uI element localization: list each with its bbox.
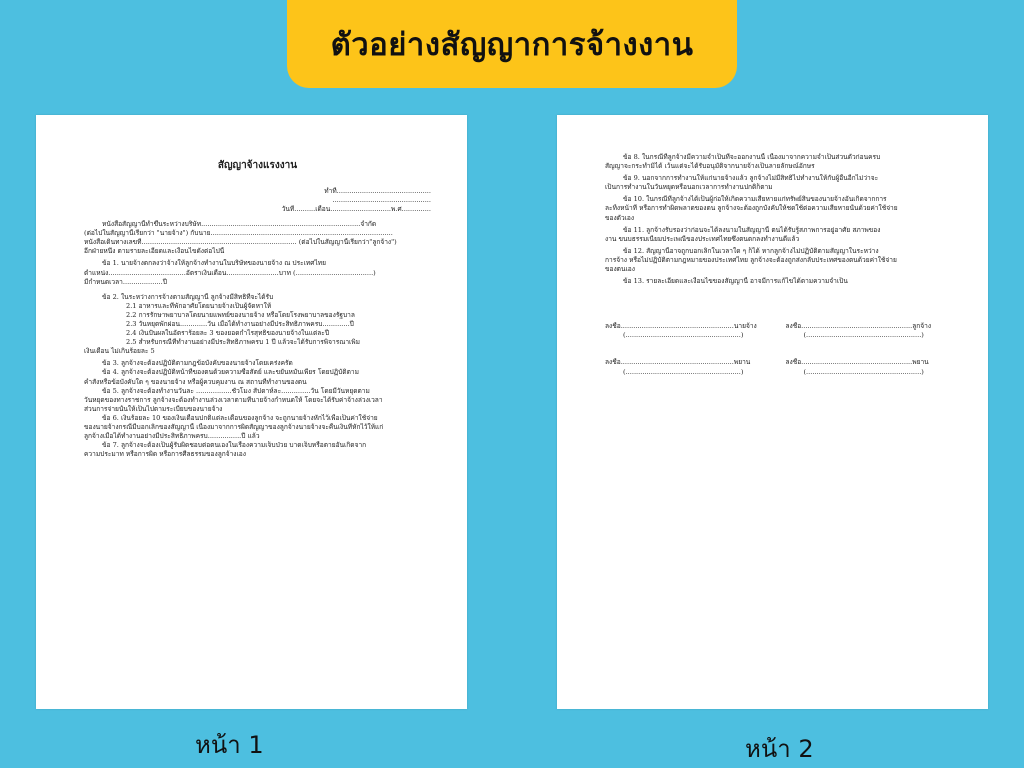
intro-line: (ต่อไปในสัญญานี้เรียกว่า "นายจ้าง") กับนาย....................................................................................... [84,229,393,238]
title-banner [287,0,737,88]
signature-employee: ลงชื่อ.....................................................ลูกจ้าง [785,322,932,331]
signature-name-employee: (.......................................................) [803,331,924,340]
clause-6-line: ลูกจ้างเมื่อได้ทำงานอย่างมีประสิทธิภาพครบ................ปี แล้ว [84,432,260,441]
signature-witness-name-row [605,368,952,377]
signature-witness-1: ลงชื่อ......................................................พยาน [605,358,751,367]
clause-2-item: 2.2 การรักษาพยาบาลโดยนายแพทย์ของนายจ้าง หรือโดยโรงพยาบาลของรัฐบาล [126,310,355,319]
signature-name-employer: (.......................................................) [623,331,744,340]
clause-10-line: ของตัวเอง [605,213,635,222]
page-2-label: หน้า 2 [745,735,814,763]
intro-line: หนังสือสัญญานี้ทำขึ้นระหว่างบริษัท............................................................................จำกัด [102,220,377,229]
clause-7-line: ความประมาท หรือการผิด หรือการศีลธรรมของลูกจ้างเอง [84,450,246,459]
clause-5-line: ส่วนการจ่ายนั้นให้เป็นไปตามระเบียบของนายจ้าง [84,404,223,413]
clause-12-line: ของตนเอง [605,265,635,274]
clause-2-item: 2.1 อาหารและที่พักอาศัยโดยนายจ้างเป็นผู้จัดหาให้ [126,301,272,310]
clause-4-line: คำสั่งหรือข้อบังคับใด ๆ ของนายจ้าง หรือผู้ควบคุมงาน ณ สถานที่ทำงานของตน [84,377,307,386]
signature-employer: ลงชื่อ......................................................นายจ้าง [605,322,757,331]
contract-title: สัญญาจ้างแรงงาน [217,160,298,171]
signature-name-witness-2: (.......................................................) [803,367,924,376]
signature-row-witnesses [605,358,952,367]
clause-1-line: มีกำหนดเวลา...................ปี [84,277,167,286]
header-place: ทำที่............................................. [324,186,431,195]
intro-line: หนังสือเดินทางเลขที่.......................................................................... (ต่อไปในสัญญานี้เรียกว่า"ลูกจ้าง") [84,238,397,247]
clause-1-line: ข้อ 1. นายจ้างตกลงว่าจ้างให้ลูกจ้างทำงานในบริษัทของนายจ้าง ณ ประเทศไทย [102,259,326,268]
clause-2-head: ข้อ 2. ในระหว่างการจ้างตามสัญญานี้ ลูกจ้างมีสิทธิที่จะได้รับ [102,292,274,301]
clause-8-line: ข้อ 8. ในกรณีที่ลูกจ้างมีความจำเป็นที่จะออกงานนี้ เนื่องมาจากความจำเป็นส่วนตัวก่อนครบ [623,153,881,161]
clause-13-line: ข้อ 13. รายละเอียดและเงื่อนไขของสัญญานี้ อาจมีการแก้ไขได้ตามความจำเป็น [623,277,848,286]
clause-7-line: ข้อ 7. ลูกจ้างจะต้องเป็นผู้รับผิดชอบต่อตนเองในเรื่องความเจ็บป่วย บาดเจ็บหรือตายอันเกิดจาก [102,441,367,450]
signature-name-witness-1: (.......................................................) [623,367,744,376]
clause-4-line: ข้อ 4. ลูกจ้างจะต้องปฏิบัติหน้าที่ของตนด้วยความซื่อสัตย์ และขยันหมั่นเพียร โดยปฏิบัติตาม [102,368,359,377]
intro-line: อีกฝ่ายหนึ่ง ตามรายละเอียดและเงื่อนไขดังต่อไปนี้ [84,247,225,256]
header-date: วันที่..........เดือน.............................พ.ศ.............. [281,204,431,213]
clause-10-line: ข้อ 10. ในกรณีที่ลูกจ้างได้เป็นผู้ก่อให้เกิดความเสียหายแก่ทรัพย์สินของนายจ้างอันเกิดจากการ [623,195,887,204]
clause-12-line: การจ้าง หรือไม่ปฏิบัติตามกฎหมายของประเทศไทย ลูกจ้างจะต้องถูกส่งกลับประเทศของตนด้วยค่าใช้จ่าย [605,255,897,264]
clause-9-line: ข้อ 9. นอกจากการทำงานให้แก่นายจ้างแล้ว ลูกจ้างไม่มีสิทธิไปทำงานให้กับผู้อื่นอีกไม่ว่าจะ [623,174,879,183]
clause-2-item: 2.4 เงินปันผลในอัตราร้อยละ 3 ของยอดกำไรสุทธิของนายจ้างในแต่ละปี [126,329,330,338]
clause-9-line: เป็นการทำงานในวันหยุดหรือนอกเวลาการทำงานปกติก็ตาม [605,183,773,192]
signature-name-row [605,331,952,340]
clause-8-line: สัญญาจะกระทำมิได้ เว้นแต่จะได้รับอนุมัติจากนายจ้างเป็นลายลักษณ์อักษร [605,162,815,171]
banner-title: ตัวอย่างสัญญาการจ้างงาน [330,27,694,63]
clause-1-line: ตำแหน่ง.....................................อัตราเงินเดือน.........................บาท (.....................................) [84,268,376,277]
signature-row-employer-employee [605,322,952,331]
signature-witness-2: ลงชื่อ.....................................................พยาน [785,358,929,367]
clause-6-line: ของนายจ้างกรณีมีบอกเลิกของสัญญานี้ เนื่องมาจากการผิดสัญญาของลูกจ้างนายจ้างจะคืนเงินที่หักไว้ให้แก่ [84,423,384,432]
clause-10-line: ละทิ้งหน้าที่ หรือการทำผิดพลาดของตน ลูกจ้างจะต้องถูกบังคับให้ชดใช้ต่อความเสียหายนั้นด้วยค่าใช้จ่าย [605,204,898,213]
clause-2-item: 2.5 สำหรับกรณีที่ทำงานอย่างมีประสิทธิภาพครบ 1 ปี แล้วจะได้รับการพิจารณาเพิ่ม [126,338,360,347]
clause-6-line: ข้อ 6. เงินร้อยละ 10 ของเงินเดือนปกติแต่ละเดือนของลูกจ้าง จะถูกนายจ้างหักไว้เพื่อเป็นค่าใช้จ่าย [102,413,378,422]
clause-11-line: งาน ขนบธรรมเนียมประเพณีของประเทศไทยซึ่งตนตกลงทำงานดีแล้ว [605,234,800,243]
clause-2-tail: เงินเดือน ไม่เกินร้อยละ 5 [84,347,155,356]
document-page-1 [36,115,467,709]
clause-12-line: ข้อ 12. สัญญานี้อาจถูกบอกเลิกในเวลาใด ๆ ก็ได้ หากลูกจ้างไม่ปฏิบัติตามสัญญาในระหว่าง [623,246,879,255]
clause-5-line: วันหยุดของทางราชการ ลูกจ้างจะต้องทำงานล่วงเวลาตามที่นายจ้างกำหนดให้ โดยจะได้รับค่าจ้างล่วงเวลา [84,395,383,404]
page-1-label: หน้า 1 [195,731,264,759]
clause-11-line: ข้อ 11. ลูกจ้างรับรองว่าก่อนจะได้ลงนามในสัญญานี้ ตนได้รับรู้สภาพการอยู่อาศัย สภาพของ [623,225,881,234]
header-place-cont: ............................................... [332,195,431,204]
document-page-2 [557,115,988,709]
clause-2-item: 2.3 วันหยุดพักผ่อน.............วัน เมื่อได้ทำงานอย่างมีประสิทธิภาพครบ.............ปี [126,320,354,329]
clause-5-line: ข้อ 5. ลูกจ้างจะต้องทำงานวันละ .................ชั่วโมง สัปดาห์ละ..............วัน โดยมีวันหยุดตาม [102,386,370,395]
clause-3-line: ข้อ 3. ลูกจ้างจะต้องปฏิบัติตามกฎข้อบังคับของนายจ้างโดยเคร่งครัด [102,359,293,368]
